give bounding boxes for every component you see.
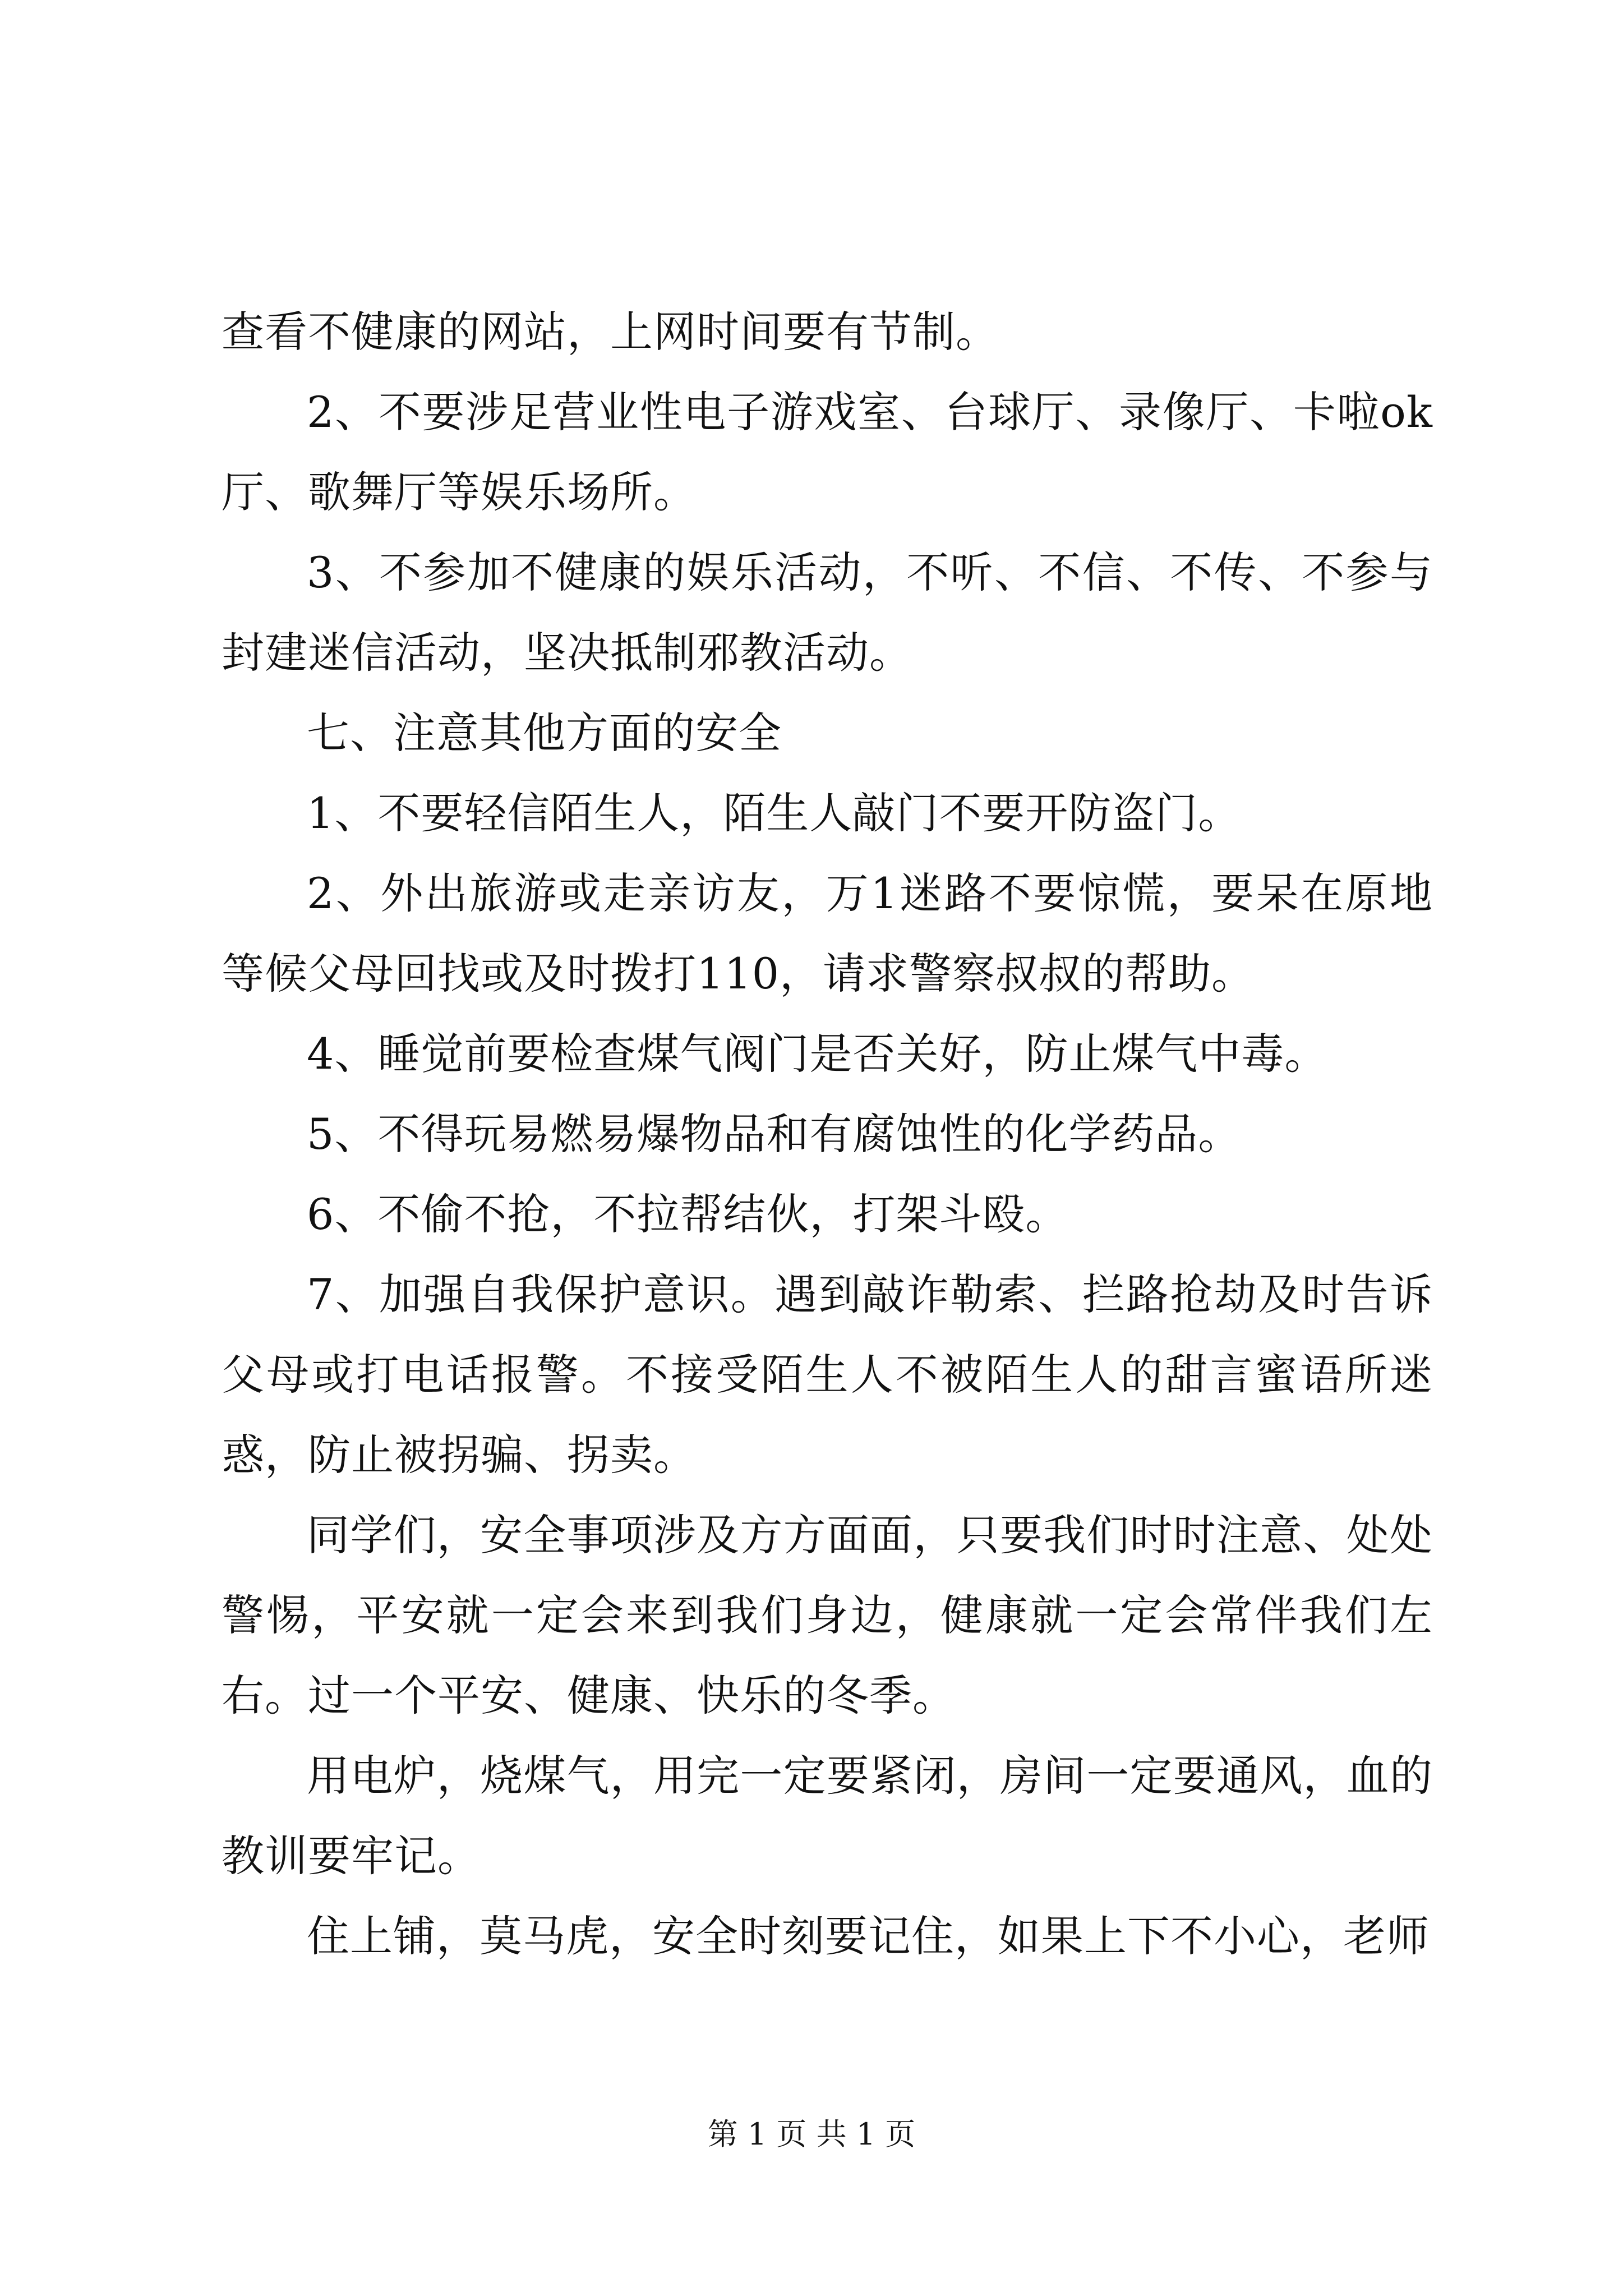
paragraph-item-5: 5、不得玩易燃易爆物品和有腐蚀性的化学药品。 xyxy=(307,1109,1242,1159)
paragraph-item-4: 4、睡觉前要检查煤气阀门是否关好，防止煤气中毒。 xyxy=(307,1029,1328,1079)
paragraph-item-6: 6、不偷不抢，不拉帮结伙，打架斗殴。 xyxy=(307,1189,1069,1239)
section-heading-7: 七、注意其他方面的安全 xyxy=(307,708,782,758)
paragraph-continuation: 查看不健康的网站，上网时间要有节制。 xyxy=(222,307,999,357)
paragraph-item-3: 3、不参加不健康的娱乐活动，不听、不信、不传、不参与封建迷信活动，坚决抵制邪教活动。 xyxy=(222,547,1433,678)
paragraph-item-1: 1、不要轻信陌生人，陌生人敲门不要开防盗门。 xyxy=(307,788,1242,838)
page-footer: 第 1 页 共 1 页 xyxy=(707,2116,916,2152)
paragraph-closing: 同学们，安全事项涉及方方面面，只要我们时时注意、处处警惕，平安就一定会来到我们身边，健康就一定会常伴我们左右。过一个平安、健康、快乐的冬季。 xyxy=(222,1510,1433,1720)
document-body xyxy=(222,292,1433,1976)
paragraph-rhyme-stove: 用电炉，烧煤气，用完一定要紧闭，房间一定要通风，血的教训要牢记。 xyxy=(222,1751,1433,1881)
paragraph-item-2: 2、不要涉足营业性电子游戏室、台球厅、录像厅、卡啦ok厅、歌舞厅等娱乐场所。 xyxy=(222,387,1433,517)
paragraph-item-7: 7、加强自我保护意识。遇到敲诈勒索、拦路抢劫及时告诉父母或打电话报警。不接受陌生人不被陌生人的甜言蜜语所迷惑，防止被拐骗、拐卖。 xyxy=(222,1269,1433,1480)
paragraph-rhyme-bunk: 住上铺，莫马虎，安全时刻要记住，如果上下不小心，老师 xyxy=(307,1911,1430,1961)
paragraph-item-2-travel: 2、外出旅游或走亲访友，万1迷路不要惊慌，要呆在原地等候父母回找或及时拨打110，请求警察叔叔的帮助。 xyxy=(222,868,1433,999)
